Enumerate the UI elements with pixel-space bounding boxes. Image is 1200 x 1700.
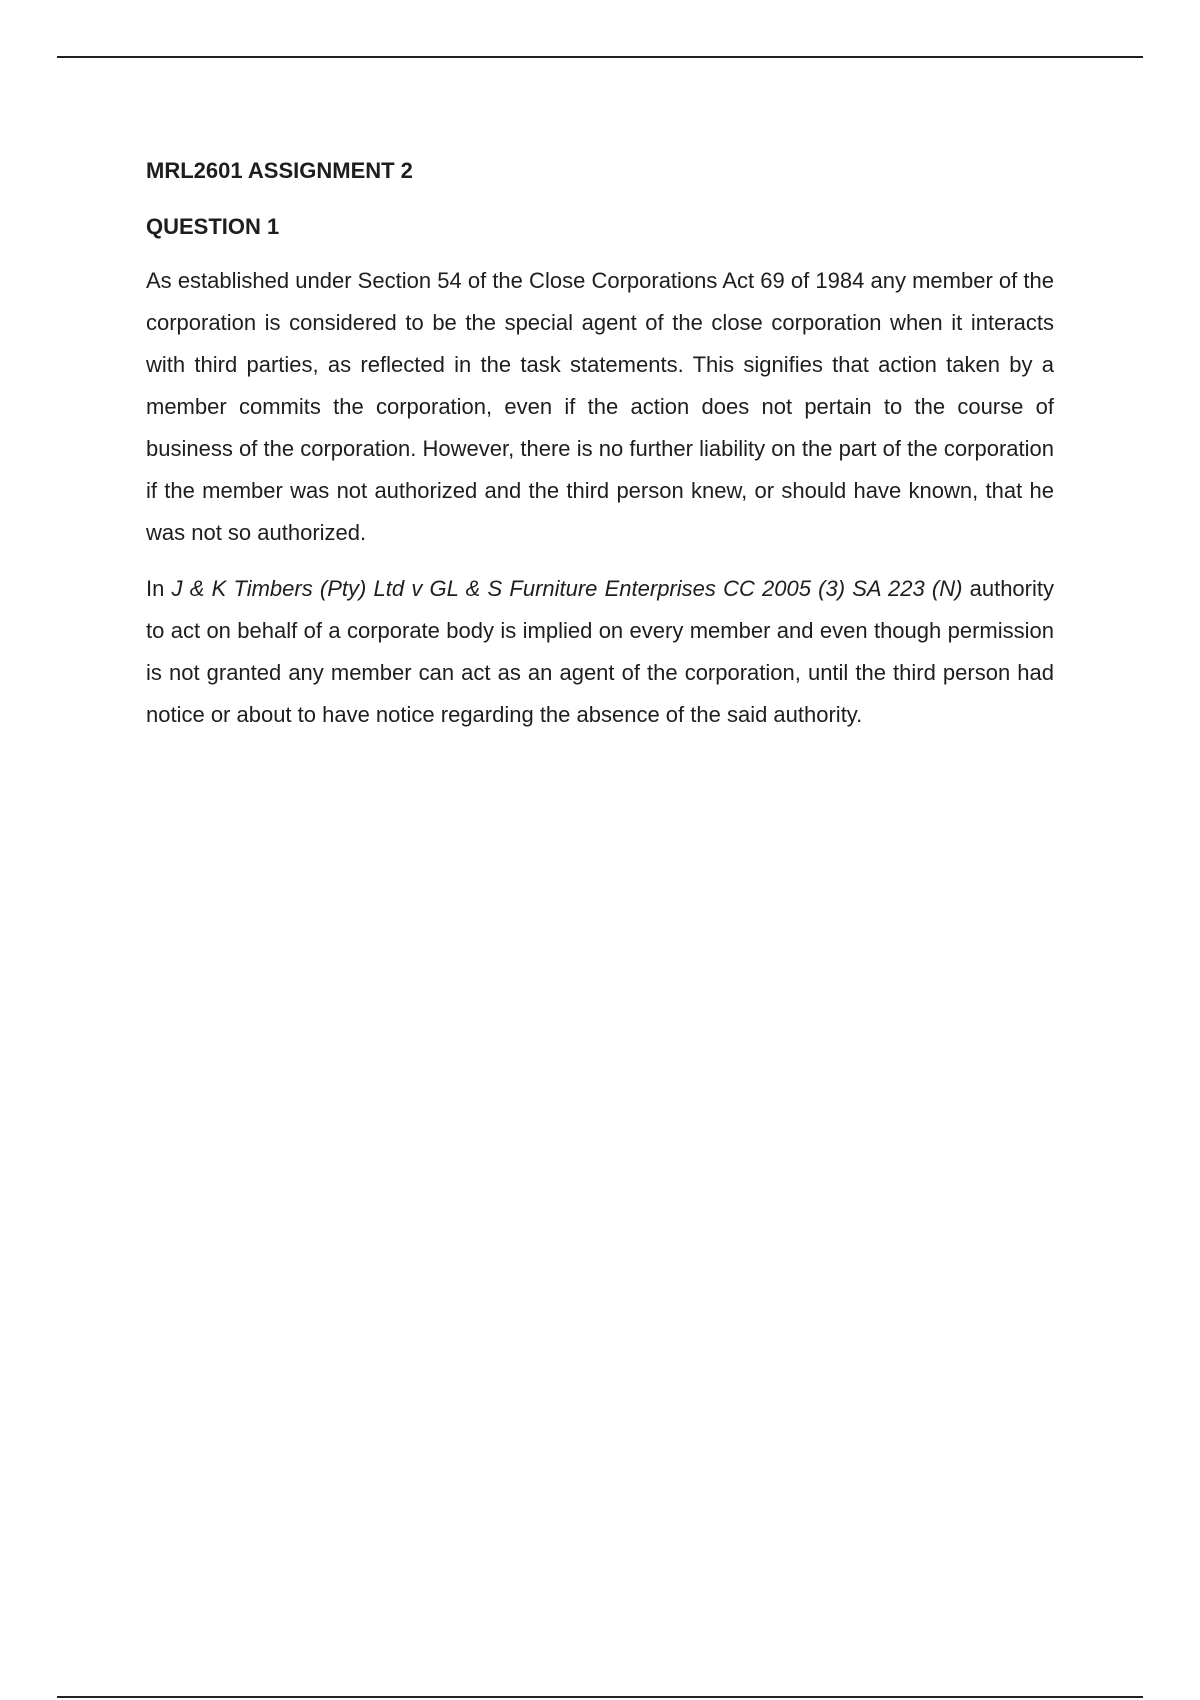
paragraph-2 — [146, 568, 1054, 736]
question-heading: QUESTION 1 — [146, 214, 280, 239]
paragraph-2-rest: authority to act on behalf of a corporate body is implied on every member and even though permission is not granted any member can act as an agent of the corporation, until the third person had notice or about to have notice regarding the absence of the said authority. — [146, 576, 1054, 727]
top-rule — [57, 56, 1143, 58]
paragraph-2-prefix: In — [146, 576, 172, 601]
document-body — [146, 156, 1054, 750]
case-citation: J & K Timbers (Pty) Ltd v GL & S Furniture Enterprises CC 2005 (3) SA 223 (N) — [171, 576, 963, 601]
document-title: MRL2601 ASSIGNMENT 2 — [146, 158, 413, 183]
paragraph-1: As established under Section 54 of the Close Corporations Act 69 of 1984 any member of the corporation is considered to be the special agent of the close corporation when it interacts with third parties, as reflected in the task statements. This signifies that action taken by a member commits the corporation, even if the action does not pertain to the course of business of the corporation. However, there is no further liability on the part of the corporation if the member was not authorized and the third person knew, or should have known, that he was not so authorized. — [146, 268, 1054, 545]
bottom-rule — [57, 1696, 1143, 1698]
